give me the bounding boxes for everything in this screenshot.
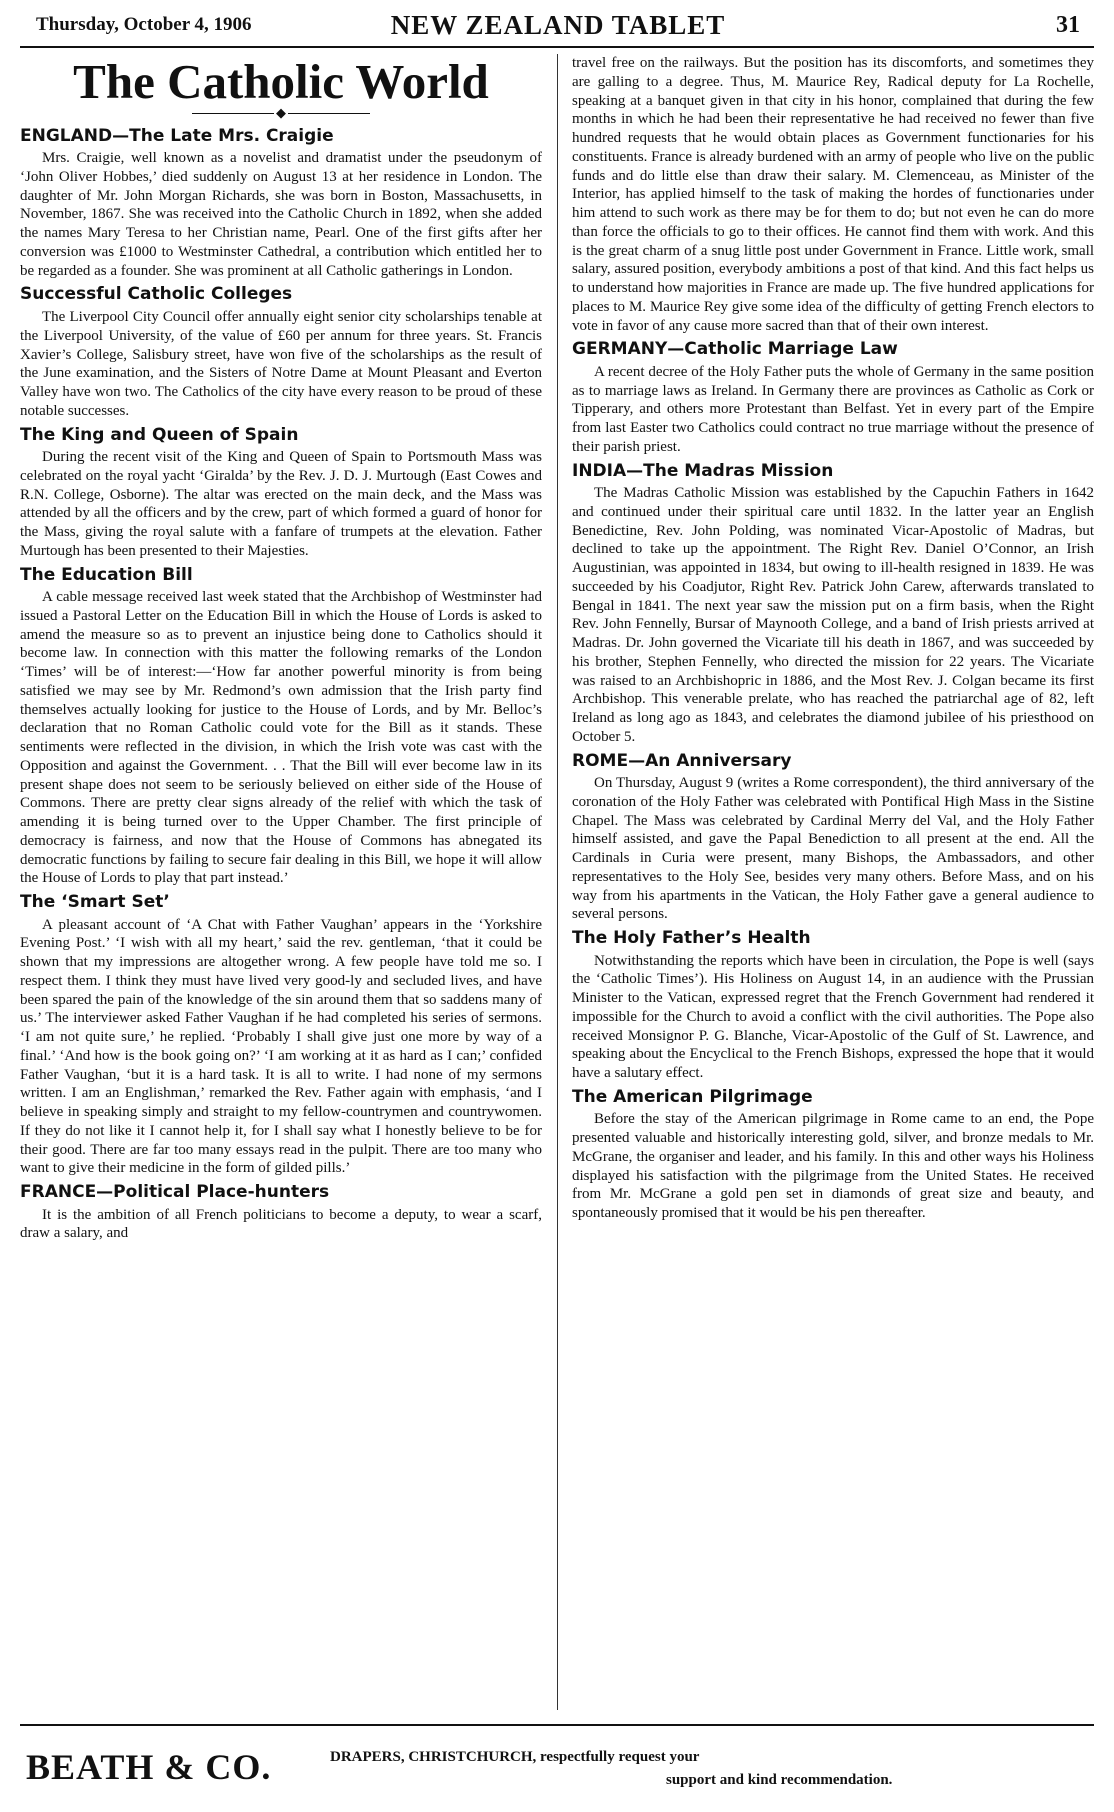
section-text: Before the stay of the American pilgrimage in Rome came to an end, the Pope presented valuable and historically interesting gold, silver, and bronze medals to Mr. McGrane, the organiser and leader, and his family. In this and other ways his Holiness displayed his satisfaction with the pilgrimage from the United States. He received from Mr. McGrane a gold pen set in diamonds of great size and beauty, and spontaneously promised that it would be his pen thereafter.	[572, 1111, 1094, 1222]
advertisement-line-2: support and kind recommendation.	[666, 1771, 893, 1788]
section-text: Notwithstanding the reports which have been in circulation, the Pope is well (says the ‘Catholic Times’). His Holiness on August 14, in an audience with the Prussian Minister to the Vatican, expressed regret that the French Government had rendered it impossible for the Church to avoid a conflict with the civil authorities. The Pope also received Monsignor P. G. Blanche, Vicar-Apostolic of the Gulf of St. Lawrence, and speaking about the Encyclical to the French Bishops, expressed the hope that it would have a salutary effect.	[572, 952, 1094, 1082]
page-number: 31	[1056, 12, 1080, 38]
left-column	[20, 54, 542, 1710]
newspaper-title: NEW ZEALAND TABLET	[390, 10, 726, 40]
section-heading: The Holy Father’s Health	[572, 928, 811, 949]
section-text: The Liverpool City Council offer annually eight senior city scholarships tenable at the Liverpool University, of the value of £60 per annum for three years. St. Francis Xavier’s College, Salisbury street, have won five of the scholarships as the result of the June examination, and the Sisters of Notre Dame at Mount Pleasant and Everton Valley have won two. The Catholics of the city have every reason to be proud of these notable successes.	[20, 309, 542, 419]
issue-date: Thursday, October 4, 1906	[36, 14, 252, 35]
section-text: It is the ambition of all French politicians to become a deputy, to wear a scarf, draw a salary, and	[20, 1206, 542, 1242]
section-text: The Madras Catholic Mission was established by the Capuchin Fathers in 1642 and continued under their spiritual care until 1832. In the latter year an English Benedictine, Rev. John Polding, was nominated Vicar-Apostolic of Madras, but declined to take up the appointment. The Right Rev. Daniel O’Connor, an Irish Augustinian, was appointed in 1834, but owing to ill-health resigned in 1839. He was succeeded by his Coadjutor, Right Rev. Patrick John Carew, afterwards translated to Bengal in 1841. The next year saw the mission put on a firm basis, when the Right Rev. John Fennelly, Bursar of Maynooth College, and a band of Irish priests arrived at Madras. Dr. John governed the Vicariate till his death in 1867, and was succeeded by his brother, Stephen Fennelly, who directed the mission for 22 years. The Vicariate was raised to an Archbishopric in 1886, and the Most Rev. J. Colgan became its first Archbishop. This venerable prelate, who has reached the patriarchal age of 82, left Ireland as long ago as 1843, and celebrates the diamond jubilee of his priesthood on October 5.	[572, 485, 1094, 745]
advertisement-text	[330, 1746, 1030, 1791]
section-heading: The Education Bill	[20, 564, 193, 585]
section-heading: Successful Catholic Colleges	[20, 284, 293, 305]
section-heading: ENGLAND—The Late Mrs. Craigie	[20, 125, 334, 146]
title-ornament: ◆	[20, 105, 542, 121]
masthead	[36, 10, 1080, 44]
footer-rule	[20, 1724, 1094, 1726]
section-text: A recent decree of the Holy Father puts the whole of Germany in the same position as to marriage laws as Ireland. In Germany there are provinces as Catholic as Cork or Tipperary, and others more Protestant than Belfast. Yet in every part of the Empire from last Easter two Catholics could contract no true marriage without the presence of their parish priest.	[572, 363, 1094, 455]
section-heading: ROME—An Anniversary	[572, 750, 792, 771]
section-text: On Thursday, August 9 (writes a Rome correspondent), the third anniversary of the coronation of the Holy Father was celebrated with Pontifical High Mass in the Sistine Chapel. The Mass was celebrated by Cardinal Merry del Val, and the Holy Father himself assisted, and gave the Papal Benediction to all present at the end. All the Cardinals in Curia were present, many Bishops, the Ambassadors, and other representatives to the Holy See, besides very many others. Before Mass, and on his way from his apartments in the Vatican, the Holy Father gave a general audience to several persons.	[572, 775, 1094, 923]
section-heading: FRANCE—Political Place-hunters	[20, 1182, 330, 1203]
section-text: A cable message received last week stated that the Archbishop of Westminster had issued a Pastoral Letter on the Education Bill in which the House of Lords is asked to amend the measure so as to prevent an injustice being done to Catholics should it become law. In connection with this matter the following remarks of the London ‘Times’ will be of interest:—‘How far another powerful minority is from being satisfied we may see by Mr. Redmond’s own admission that the Irish party find themselves actually looking for justice to the House of Lords, and by Mr. Belloc’s declaration that no Roman Catholic could vote for the Bill as it stands. These sentiments were reflected in the division, in which the Irish vote was cast with the Opposition and against the Government. . . That the Bill will ever become law in its present shape does not seem to be seriously believed on either side of the House of Commons. There are pretty clear signs already of the relief with which the task of amending it is being turned over to the Upper Chamber. The first principle of democracy is fairness, and now that the House of Commons has abnegated its democratic functions by failing to secure fair dealing in this Bill, we hope it will allow the House of Lords to play that part instead.’	[20, 589, 542, 887]
advertiser-name: BEATH & CO.	[26, 1747, 272, 1787]
right-column	[572, 54, 1094, 1710]
header-rule	[20, 46, 1094, 48]
advertisement-line-1: DRAPERS, CHRISTCHURCH, respectfully request your	[330, 1749, 700, 1765]
column-divider	[557, 54, 558, 1710]
section-text: During the recent visit of the King and Queen of Spain to Portsmouth Mass was celebrated on the royal yacht ‘Giralda’ by the Rev. J. D. J. Murtough (East Cowes and R.N. College, Osborne). The altar was erected on the main deck, and the Mass was attended by all the officers and by the crew, part of which formed a guard of honor for the Mass, giving the royal salute with a fanfare of trumpets at the elevation. Father Murtough has been presented to their Majesties.	[20, 449, 542, 559]
section-text-continued: travel free on the railways. But the position has its discomforts, and sometimes they are galling to a degree. Thus, M. Maurice Rey, Radical deputy for La Rochelle, speaking at a banquet given in that city in his honor, complained that during the few months in which he had been their representative he had received no fewer than five hundred requests that he would obtain places as Government functionaries for his constituents. France is already burdened with an army of people who live on the public funds and do little else than draw their salary. M. Clemenceau, as Minister of the Interior, has applied himself to the task of making the hordes of functionaries under him attend to such work as there may be for them to do; but not even he can do more than force the officials to go to their offices. He cannot find them with work. And this is the great charm of a snug little post under Government in France. Little work, small salary, assured position, everybody ambitions a post of that kind. And this fact helps us to understand how majorities in France are made up. The five hundred applications for places to M. Maurice Rey give some idea of the difficulty of getting French electors to vote in favor of any cause more sacred than that of their own interest.	[572, 55, 1094, 334]
page-title: The Catholic World	[73, 54, 489, 109]
section-heading: GERMANY—Catholic Marriage Law	[572, 339, 898, 360]
section-heading: The King and Queen of Spain	[20, 424, 299, 445]
section-heading: INDIA—The Madras Mission	[572, 460, 834, 481]
section-text: Mrs. Craigie, well known as a novelist and dramatist under the pseudonym of ‘John Oliver Hobbes,’ died suddenly on August 13 at her residence in London. The daughter of Mr. John Morgan Richards, she was born in Boston, Massachusetts, in November, 1867. She was received into the Catholic Church in 1892, when she added the names Mary Teresa to her Christian name, Pearl. One of the first gifts after her conversion was £1000 to Westminster Cathedral, a contribution which entitled her to be regarded as a founder. She was prominent at all Catholic gatherings in London.	[20, 150, 542, 279]
advertisement-footer	[20, 1740, 1094, 1800]
section-heading: The American Pilgrimage	[572, 1086, 813, 1107]
section-text: A pleasant account of ‘A Chat with Father Vaughan’ appears in the ‘Yorkshire Evening Post.’ ‘I wish with all my heart,’ said the rev. gentleman, ‘that it could be shown that my impressions are altogether wrong. A few people have told me so. I respect them. I think they must have lived very good-ly and secluded lives, and have been spared the pain of the knowledge of the sin around them that so saddens many of us.’ The interviewer asked Father Vaughan if he had completed his series of sermons. ‘I am not quite sure,’ he replied. ‘Probably I shall give just one more by way of a final.’ ‘And how is the book going on?’ ‘I am working at it as hard as I can;’ confided Father Vaughan, ‘but it is a hard task. It is all to write. I had none of my sermons written. I am an Englishman,’ remarked the Rev. Father again with emphasis, ‘and I believe in speaking simply and straight to my fellow-countrymen and countrywomen. If they do not like it I cannot help it, for I shall say what I honestly believe to be for their good. There are far too many essays read in the pulpit. There are too many who want to give their medicine in the form of gilded pills.’	[20, 916, 542, 1177]
section-heading: The ‘Smart Set’	[20, 892, 170, 913]
